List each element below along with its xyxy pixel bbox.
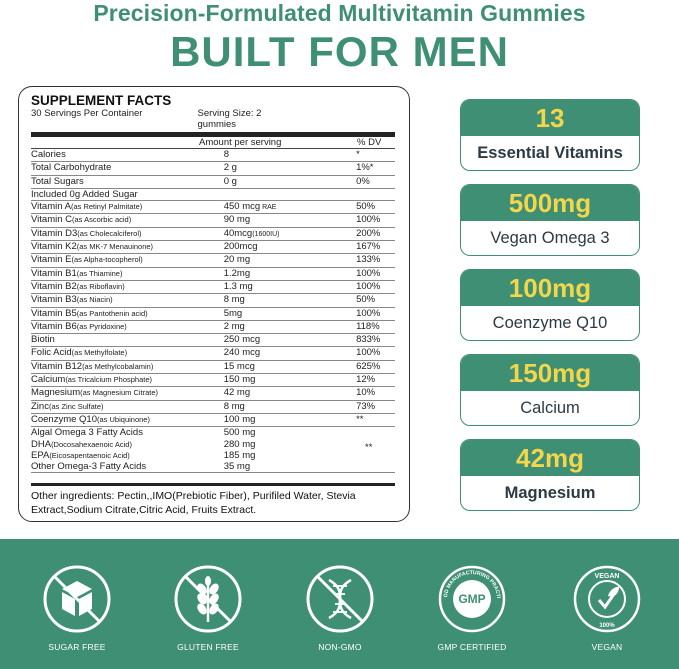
nutrient-dv: 10%	[356, 387, 376, 399]
nutrient-amount: 240 mcg	[223, 347, 261, 359]
nutrient-amount: 20 mg	[223, 254, 251, 266]
footer-label-gluten-free: GLUTEN FREE	[177, 642, 239, 652]
nutrient-dv: **	[356, 413, 364, 425]
omega-row	[31, 439, 395, 450]
badge-label: Coenzyme Q10	[492, 314, 608, 332]
badge-3	[460, 354, 640, 426]
facts-serving-info	[31, 108, 395, 132]
nutrient-amount: 250 mcg	[223, 334, 261, 346]
gmp-seal-icon	[437, 564, 507, 634]
svg-text:GMP: GMP	[458, 592, 486, 606]
nutrient-name: Calcium(as Tricalcium Phosphate)	[31, 374, 153, 386]
nutrient-dv: 100%	[356, 307, 381, 319]
facts-row	[31, 347, 395, 360]
facts-row	[31, 254, 395, 267]
nutrient-amount	[224, 189, 356, 200]
nutrient-name: Magnesium(as Magnesium Citrate)	[31, 387, 159, 399]
facts-row	[31, 281, 395, 294]
nutrient-dv: 133%	[356, 254, 381, 266]
nutrient-dv: 100%	[356, 347, 381, 359]
facts-row	[31, 294, 395, 307]
subtitle: Precision-Formulated Multivitamin Gummies	[93, 0, 586, 26]
badge-label: Magnesium	[504, 484, 596, 502]
badge-value: 150mg	[461, 355, 639, 391]
nutrient-amount: 0 g	[223, 175, 237, 187]
nutrient-name: Algal Omega 3 Fatty Acids	[31, 427, 143, 439]
wheat-icon	[173, 564, 243, 634]
footer-label-vegan: VEGAN	[591, 642, 623, 652]
nutrient-amount: 8	[223, 149, 229, 160]
nutrient-name: Biotin	[31, 334, 55, 346]
omega-row	[31, 450, 395, 461]
dna-crossed-icon	[305, 564, 375, 634]
omega-row	[31, 461, 395, 472]
nutrient-amount: 500 mg	[223, 427, 256, 439]
nutrient-amount: 185 mg	[223, 449, 256, 461]
nutrient-name: Coenzyme Q10(as Ubiquinone)	[31, 413, 150, 425]
facts-row	[31, 162, 395, 175]
nutrient-dv: 50%	[356, 294, 376, 306]
nutrient-amount: 35 mg	[223, 461, 251, 473]
omega-block	[31, 427, 395, 473]
divider-mid	[31, 483, 395, 486]
omega-dv: **	[365, 442, 373, 454]
nutrient-name: Total Carbohydrate	[31, 162, 112, 174]
badge-2	[460, 269, 640, 341]
nutrient-name: Calories	[31, 149, 66, 160]
svg-text:GOOD MANUFACTURING PRACTICE: OD MANUFACTURING PRACTI	[442, 569, 501, 599]
nutrient-name: Included 0g Added Sugar	[31, 188, 138, 200]
badge-value: 13	[461, 100, 639, 136]
facts-row	[31, 387, 395, 400]
badge-value: 100mg	[461, 270, 639, 306]
nutrient-dv: 200%	[356, 227, 381, 239]
nutrient-name: Total Sugars	[31, 175, 84, 187]
nutrient-amount: 40mcg(1600IU)	[223, 227, 280, 239]
column-header	[31, 137, 395, 149]
svg-text:100%: 100%	[599, 623, 615, 629]
badge-0	[460, 99, 640, 171]
nutrient-amount: 42 mg	[223, 387, 251, 399]
dv-header: % DV	[357, 137, 382, 148]
nutrient-amount: 280 mg	[223, 438, 256, 450]
nutrient-name: Vitamin D3(as Cholecalciferol)	[31, 227, 142, 239]
nutrient-amount: 8 mg	[223, 294, 245, 306]
facts-row	[31, 201, 395, 214]
facts-row	[31, 189, 395, 201]
badge-value: 42mg	[461, 440, 639, 476]
nutrient-name: Vitamin B6(as Pyridoxine)	[31, 320, 127, 332]
badge-label: Vegan Omega 3	[490, 229, 610, 247]
badge-label: Essential Vitamins	[477, 144, 623, 162]
facts-row	[31, 228, 395, 241]
nutrient-name: Vitamin B2(as Riboflavin)	[31, 280, 125, 292]
nutrient-dv: 12%	[356, 374, 376, 386]
nutrient-dv: 50%	[356, 201, 376, 213]
facts-row	[31, 241, 395, 254]
facts-row	[31, 321, 395, 334]
nutrient-name: Vitamin B1(as Thiamine)	[31, 267, 123, 279]
nutrient-name: Other Omega-3 Fatty Acids	[31, 461, 147, 473]
svg-text:VEGAN: VEGAN	[594, 573, 620, 580]
nutrient-dv: 167%	[356, 241, 381, 253]
badge-1	[460, 184, 640, 256]
servings-per-container: 30 Servings Per Container	[31, 108, 143, 119]
facts-row	[31, 268, 395, 281]
nutrient-name: Zinc(as Zinc Sulfate)	[31, 400, 104, 412]
nutrient-dv	[356, 189, 395, 200]
nutrient-amount: 450 mcg RAE	[223, 201, 277, 213]
nutrient-name: EPA(Eicosapentaenoic Acid)	[31, 449, 130, 461]
headline: BUILT FOR MEN	[170, 28, 509, 75]
footer-label-non-gmo: NON-GMO	[318, 642, 362, 652]
facts-row	[31, 176, 395, 189]
nutrient-dv: 118%	[356, 320, 380, 332]
nutrient-name: Folic Acid(as Methylfolate)	[31, 347, 128, 359]
nutrient-dv: *	[356, 149, 360, 160]
facts-row	[31, 334, 395, 347]
nutrient-amount: 8 mg	[223, 400, 245, 412]
facts-row	[31, 361, 395, 374]
nutrient-dv: 1%*	[356, 162, 374, 174]
omega-row	[31, 427, 395, 438]
supplement-facts-panel	[18, 86, 410, 522]
nutrient-name: Vitamin E(as Alpha-tocopherol)	[31, 254, 143, 266]
nutrient-amount: 1.2mg	[223, 267, 251, 279]
nutrient-dv: 100%	[356, 214, 381, 226]
nutrient-amount: 5mg	[223, 307, 243, 319]
footer-band	[0, 539, 679, 669]
nutrient-dv: 833%	[356, 334, 381, 346]
nutrient-amount: 200mcg	[223, 241, 258, 253]
nutrient-dv: 100%	[356, 267, 381, 279]
badge-label: Calcium	[520, 399, 580, 417]
nutrient-amount: 90 mg	[223, 214, 251, 226]
facts-row	[31, 401, 395, 414]
nutrient-dv: 73%	[356, 400, 376, 412]
nutrient-dv: 100%	[356, 280, 381, 292]
serving-size: Serving Size: 2 gummies	[197, 108, 262, 130]
nutrient-name: DHA(Docosahexaenoic Acid)	[31, 438, 132, 450]
nutrient-name: Vitamin B5(as Pantothenin acid)	[31, 307, 148, 319]
facts-title: SUPPLEMENT FACTS	[31, 93, 172, 108]
vegan-seal-icon	[572, 564, 642, 634]
nutrient-dv: 0%	[356, 175, 370, 187]
facts-row	[31, 414, 395, 427]
amount-header: Amount per serving	[199, 137, 282, 148]
facts-row	[31, 214, 395, 227]
nutrient-dv: 625%	[356, 360, 381, 372]
facts-row	[31, 149, 395, 162]
nutrient-name: Vitamin C(as Ascorbic acid)	[31, 214, 132, 226]
footer-label-gmp: GMP CERTIFIED	[437, 642, 507, 652]
badge-value: 500mg	[461, 185, 639, 221]
footer-label-sugar-free: SUGAR FREE	[48, 642, 106, 652]
other-ingredients: Other ingredients: Pectin,,IMO(Prebiotic Fiber), Purifiled Water, Stevia Extract,Sodium Citrate,Citric Acid, Fruits Extract.	[31, 490, 356, 517]
nutrient-name: Vitamin A(as Retinyl Palmitate)	[31, 201, 143, 213]
nutrient-amount: 100 mg	[223, 413, 256, 425]
nutrient-name: Vitamin B12(as Methylcobalamin)	[31, 360, 154, 372]
nutrient-name: Vitamin K2(as MK-7 Menauinone)	[31, 241, 154, 253]
nutrient-amount: 15 mcg	[223, 360, 255, 372]
badge-4	[460, 439, 640, 511]
sugar-cube-icon	[42, 564, 112, 634]
facts-row	[31, 308, 395, 321]
facts-row	[31, 374, 395, 387]
facts-rows	[31, 149, 395, 427]
nutrient-name: Vitamin B3(as Niacin)	[31, 294, 113, 306]
nutrient-amount: 2 g	[223, 162, 237, 174]
nutrient-amount: 2 mg	[223, 320, 245, 332]
nutrient-amount: 150 mg	[223, 374, 256, 386]
nutrient-amount: 1.3 mg	[223, 280, 253, 292]
